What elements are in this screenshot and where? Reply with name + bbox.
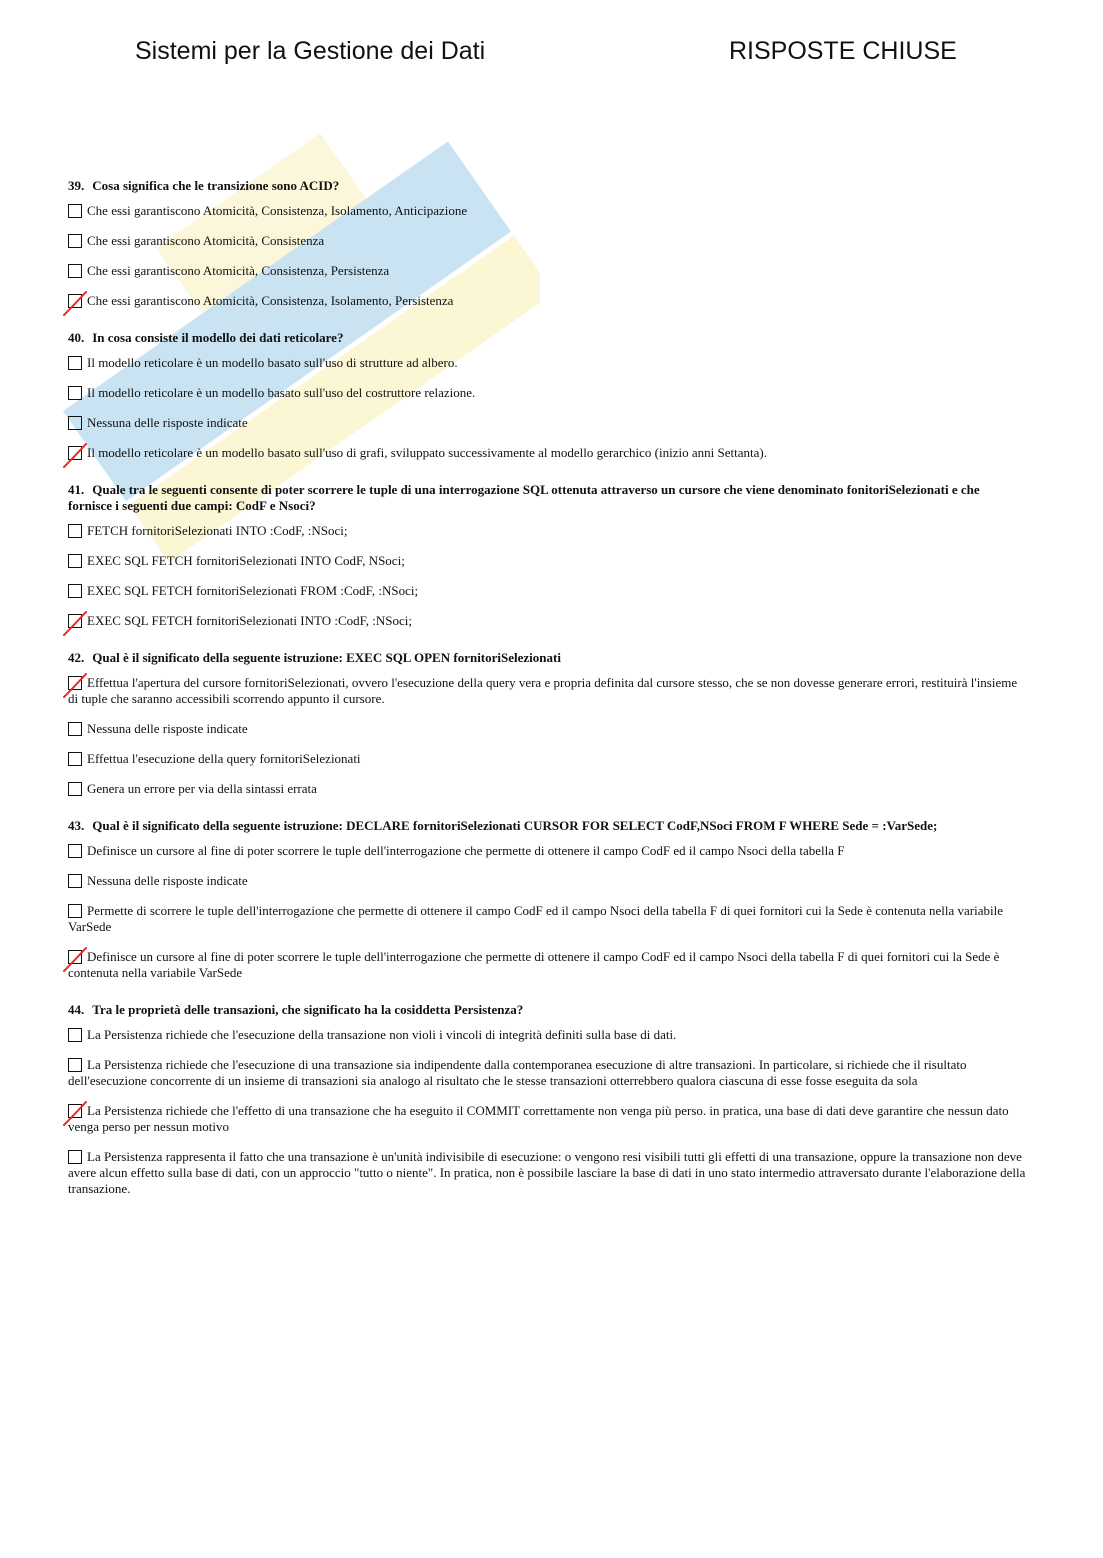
answer-text: EXEC SQL FETCH fornitoriSelezionati INTO CodF, NSoci; xyxy=(87,553,405,568)
question-text: Qual è il significato della seguente istruzione: EXEC SQL OPEN fornitoriSelezionati xyxy=(92,650,561,665)
question-title xyxy=(68,330,1026,346)
answer-checkbox[interactable] xyxy=(68,584,82,598)
answer-checkbox[interactable] xyxy=(68,386,82,400)
answer-text: Permette di scorrere le tuple dell'interrogazione che permette di ottenere il campo CodF ed il campo Nsoci della tabella F di quei fornitori cui la Sede è contenuta nella variabile VarSede xyxy=(68,903,1003,934)
question-spacer xyxy=(68,475,1026,482)
answer-checkbox-checked[interactable] xyxy=(68,294,82,308)
document-subject-title: Sistemi per la Gestione dei Dati xyxy=(135,37,486,65)
answer-checkbox[interactable] xyxy=(68,204,82,218)
answer-checkbox[interactable] xyxy=(68,416,82,430)
question-block xyxy=(68,178,1026,330)
answer-option xyxy=(68,523,1026,539)
question-number: 40. xyxy=(68,330,85,345)
answer-checkbox-checked[interactable] xyxy=(68,950,82,964)
answer-text: Che essi garantiscono Atomicità, Consistenza, Persistenza xyxy=(87,263,390,278)
answer-option xyxy=(68,1057,1026,1089)
answer-option xyxy=(68,445,1026,461)
document-section-title: RISPOSTE CHIUSE xyxy=(729,37,957,65)
question-spacer xyxy=(68,995,1026,1002)
answer-text: Definisce un cursore al fine di poter scorrere le tuple dell'interrogazione che permette di ottenere il campo CodF ed il campo Nsoci della tabella F di quei fornitori cui la Sede è contenuta nella variabile VarSede xyxy=(68,949,1000,980)
answer-checkbox[interactable] xyxy=(68,752,82,766)
answer-text: Definisce un cursore al fine di poter scorrere le tuple dell'interrogazione che permette di ottenere il campo CodF ed il campo Nsoci della tabella F xyxy=(87,843,845,858)
question-title xyxy=(68,818,1026,834)
question-number: 44. xyxy=(68,1002,85,1017)
answer-checkbox[interactable] xyxy=(68,874,82,888)
question-spacer xyxy=(68,323,1026,330)
answer-checkbox[interactable] xyxy=(68,782,82,796)
answer-checkbox-checked[interactable] xyxy=(68,446,82,460)
answer-option xyxy=(68,385,1026,401)
answer-text: EXEC SQL FETCH fornitoriSelezionati INTO :CodF, :NSoci; xyxy=(87,613,413,628)
answer-option xyxy=(68,233,1026,249)
answer-text: Nessuna delle risposte indicate xyxy=(87,873,248,888)
answer-option xyxy=(68,949,1026,981)
answer-checkbox[interactable] xyxy=(68,524,82,538)
question-spacer xyxy=(68,1211,1026,1218)
question-text: Quale tra le seguenti consente di poter scorrere le tuple di una interrogazione SQL ottenuta attraverso un cursore che viene denominato fonitoriSelezionati e che fornisce i seguenti due campi: CodF e Nsoci? xyxy=(68,482,980,513)
answer-checkbox-checked[interactable] xyxy=(68,676,82,690)
answer-option xyxy=(68,843,1026,859)
question-title xyxy=(68,178,1026,194)
checkmark-icon xyxy=(60,1099,90,1129)
answer-text: Che essi garantiscono Atomicità, Consistenza, Isolamento, Anticipazione xyxy=(87,203,468,218)
checkmark-icon xyxy=(60,945,90,975)
answer-option xyxy=(68,721,1026,737)
question-title xyxy=(68,482,1026,514)
answer-option xyxy=(68,553,1026,569)
answer-option xyxy=(68,613,1026,629)
answer-checkbox[interactable] xyxy=(68,1058,82,1072)
answer-text: Effettua l'apertura del cursore fornitoriSelezionati, ovvero l'esecuzione della query vera e propria definita dal cursore stesso, che se non dovesse generare errori, restituirà l'insieme di tuple che saranno accessibili scorrendo appunto il cursore. xyxy=(68,675,1018,706)
answer-text: Che essi garantiscono Atomicità, Consistenza xyxy=(87,233,325,248)
question-block xyxy=(68,330,1026,482)
answer-text: Effettua l'esecuzione della query fornitoriSelezionati xyxy=(87,751,361,766)
answer-text: EXEC SQL FETCH fornitoriSelezionati FROM :CodF, :NSoci; xyxy=(87,583,419,598)
answer-option xyxy=(68,583,1026,599)
answer-text: Che essi garantiscono Atomicità, Consistenza, Isolamento, Persistenza xyxy=(87,293,454,308)
answer-checkbox[interactable] xyxy=(68,234,82,248)
answer-option xyxy=(68,203,1026,219)
checkmark-icon xyxy=(60,609,90,639)
answer-checkbox[interactable] xyxy=(68,264,82,278)
question-number: 42. xyxy=(68,650,85,665)
answer-text: Nessuna delle risposte indicate xyxy=(87,415,248,430)
answer-text: Il modello reticolare è un modello basato sull'uso di strutture ad albero. xyxy=(87,355,458,370)
answer-text: La Persistenza richiede che l'esecuzione di una transazione sia indipendente dalla contemporanea esecuzione di altre transazioni. In particolare, si richiede che il risultato dell'esecuzione concorrente di un insieme di transazioni sia analogo al risultato che le stesse transazioni otterrebbero qualora ciascuna di esse fosse eseguita da sola xyxy=(68,1057,967,1088)
answer-text: Il modello reticolare è un modello basato sull'uso del costruttore relazione. xyxy=(87,385,476,400)
answer-checkbox[interactable] xyxy=(68,904,82,918)
answer-text: Il modello reticolare è un modello basato sull'uso di grafi, sviluppato successivamente al modello gerarchico (inizio anni Settanta). xyxy=(87,445,767,460)
answer-checkbox[interactable] xyxy=(68,1028,82,1042)
question-block xyxy=(68,818,1026,1002)
answer-checkbox-checked[interactable] xyxy=(68,614,82,628)
answer-option xyxy=(68,415,1026,431)
question-block xyxy=(68,650,1026,818)
question-title xyxy=(68,650,1026,666)
checkmark-icon xyxy=(60,441,90,471)
answer-text: FETCH fornitoriSelezionati INTO :CodF, :NSoci; xyxy=(87,523,348,538)
answer-option xyxy=(68,293,1026,309)
answer-checkbox-checked[interactable] xyxy=(68,1104,82,1118)
answer-checkbox[interactable] xyxy=(68,1150,82,1164)
answer-option xyxy=(68,873,1026,889)
question-block xyxy=(68,482,1026,650)
answer-checkbox[interactable] xyxy=(68,554,82,568)
answer-checkbox[interactable] xyxy=(68,844,82,858)
checkmark-icon xyxy=(60,671,90,701)
question-number: 39. xyxy=(68,178,85,193)
answer-option xyxy=(68,263,1026,279)
question-title xyxy=(68,1002,1026,1018)
answer-text: La Persistenza rappresenta il fatto che una transazione è un'unità indivisibile di esecuzione: o vengono resi visibili tutti gli effetti di una transazione, oppure la transazione non deve avere alcun effetto sulla base di dati, con un approccio "tutto o niente". In pratica, non è possibile lasciare la base di dati in uno stato intermedio attraversato durante l'elaborazione della transazione. xyxy=(68,1149,1026,1196)
answer-text: Genera un errore per via della sintassi errata xyxy=(87,781,317,796)
answer-checkbox[interactable] xyxy=(68,722,82,736)
question-text: In cosa consiste il modello dei dati reticolare? xyxy=(92,330,344,345)
checkmark-icon xyxy=(60,289,90,319)
question-spacer xyxy=(68,811,1026,818)
answer-option xyxy=(68,1149,1026,1197)
answer-option xyxy=(68,751,1026,767)
question-number: 43. xyxy=(68,818,85,833)
answer-option xyxy=(68,1027,1026,1043)
question-text: Tra le proprietà delle transazioni, che significato ha la cosiddetta Persistenza? xyxy=(92,1002,524,1017)
answer-option xyxy=(68,1103,1026,1135)
answer-checkbox[interactable] xyxy=(68,356,82,370)
question-number: 41. xyxy=(68,482,85,497)
question-text: Cosa significa che le transizione sono ACID? xyxy=(92,178,340,193)
question-list xyxy=(68,178,1026,1218)
answer-option xyxy=(68,781,1026,797)
answer-text: Nessuna delle risposte indicate xyxy=(87,721,248,736)
answer-option xyxy=(68,355,1026,371)
answer-text: La Persistenza richiede che l'esecuzione della transazione non violi i vincoli di integrità definiti sulla base di dati. xyxy=(87,1027,677,1042)
question-block xyxy=(68,1002,1026,1218)
question-text: Qual è il significato della seguente istruzione: DECLARE fornitoriSelezionati CURSOR FOR SELECT CodF,NSoci FROM F WHERE Sede = :VarSede; xyxy=(92,818,938,833)
question-spacer xyxy=(68,643,1026,650)
answer-option xyxy=(68,675,1026,707)
answer-text: La Persistenza richiede che l'effetto di una transazione che ha eseguito il COMMIT correttamente non venga più perso. in pratica, una base di dati deve garantire che nessun dato venga perso per nessun motivo xyxy=(68,1103,1009,1134)
answer-option xyxy=(68,903,1026,935)
